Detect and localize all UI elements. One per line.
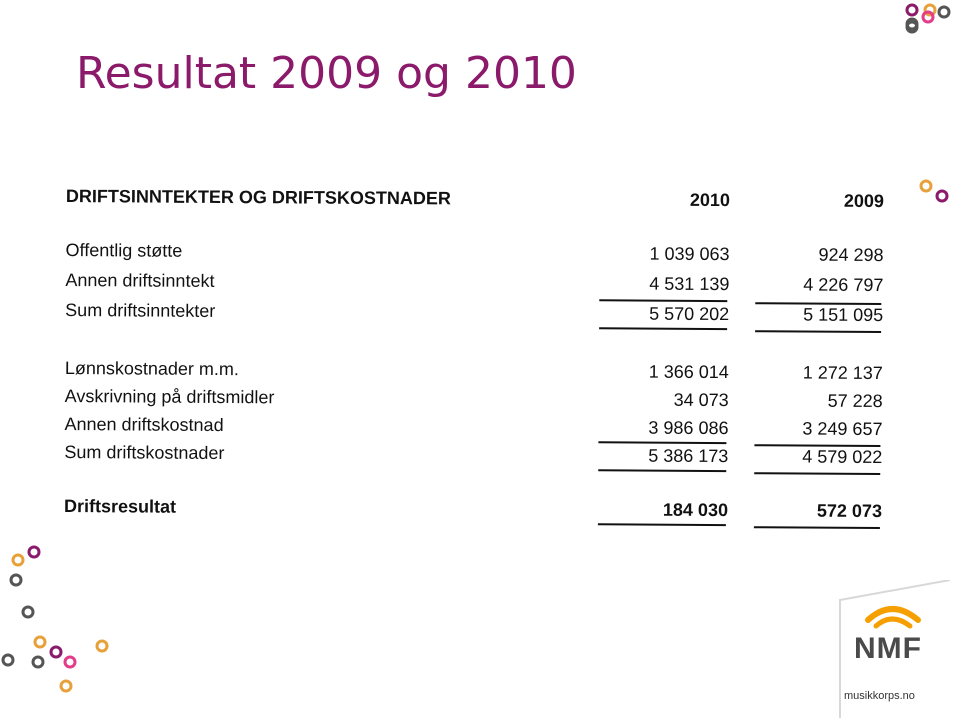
row-value-2009: 924 298 [818,244,884,266]
subtotal-rule-2010 [599,299,727,302]
row-label: Offentlig støtte [65,240,183,261]
table-row [59,358,899,389]
row-value-2010: 1 366 014 [648,361,729,383]
row-value-2009: 572 073 [816,500,883,522]
income-statement-table [58,182,900,547]
row-label: Lønnskostnader m.m. [64,358,239,380]
row-value-2009: 4 226 797 [803,274,884,296]
result-rule-2010 [598,523,726,526]
row-value-2010: 4 531 139 [649,273,730,295]
row-value-2009: 3 249 657 [802,418,883,440]
row-label: Annen driftskostnad [64,414,224,436]
result-rule-2009 [754,526,880,529]
table-row [59,386,899,417]
total-rule-2009 [755,330,881,333]
row-value-2010: 5 570 202 [649,303,730,325]
row-value-2009: 57 228 [827,390,883,412]
nmf-logo [830,580,960,720]
logo-text: NMF [854,632,922,665]
table-row [59,240,899,271]
row-value-2010: 184 030 [662,499,729,521]
row-label: Sum driftskostnader [64,442,225,464]
row-value-2010: 3 986 086 [648,417,729,439]
table-row-result [58,496,898,527]
subtotal-rule-2010 [598,441,726,444]
row-value-2010: 34 073 [673,389,729,411]
row-value-2009: 4 579 022 [802,446,883,468]
row-label: Sum driftsinntekter [65,300,216,321]
table-header-row [60,186,900,217]
header-label: DRIFTSINNTEKTER OG DRIFTSKOSTNADER [65,186,451,209]
total-rule-2010 [599,327,727,330]
row-label: Driftsresultat [63,496,177,517]
total-rule-2010 [598,469,726,472]
row-label: Annen driftsinntekt [65,270,215,291]
table-row [59,300,899,331]
table-row [58,414,898,445]
slide-title: Resultat 2009 og 2010 [76,48,577,99]
row-value-2010: 5 386 173 [648,445,729,467]
row-value-2009: 5 151 095 [803,304,884,326]
website-text: musikkorps.no [844,690,915,702]
row-value-2010: 1 039 063 [649,243,730,265]
total-rule-2009 [754,472,880,475]
table-row [58,442,898,473]
row-value-2009: 1 272 137 [802,362,883,384]
table-row [59,270,899,301]
header-2010: 2010 [689,189,730,211]
header-2009: 2009 [843,190,884,212]
row-label: Avskrivning på driftsmidler [64,386,275,408]
